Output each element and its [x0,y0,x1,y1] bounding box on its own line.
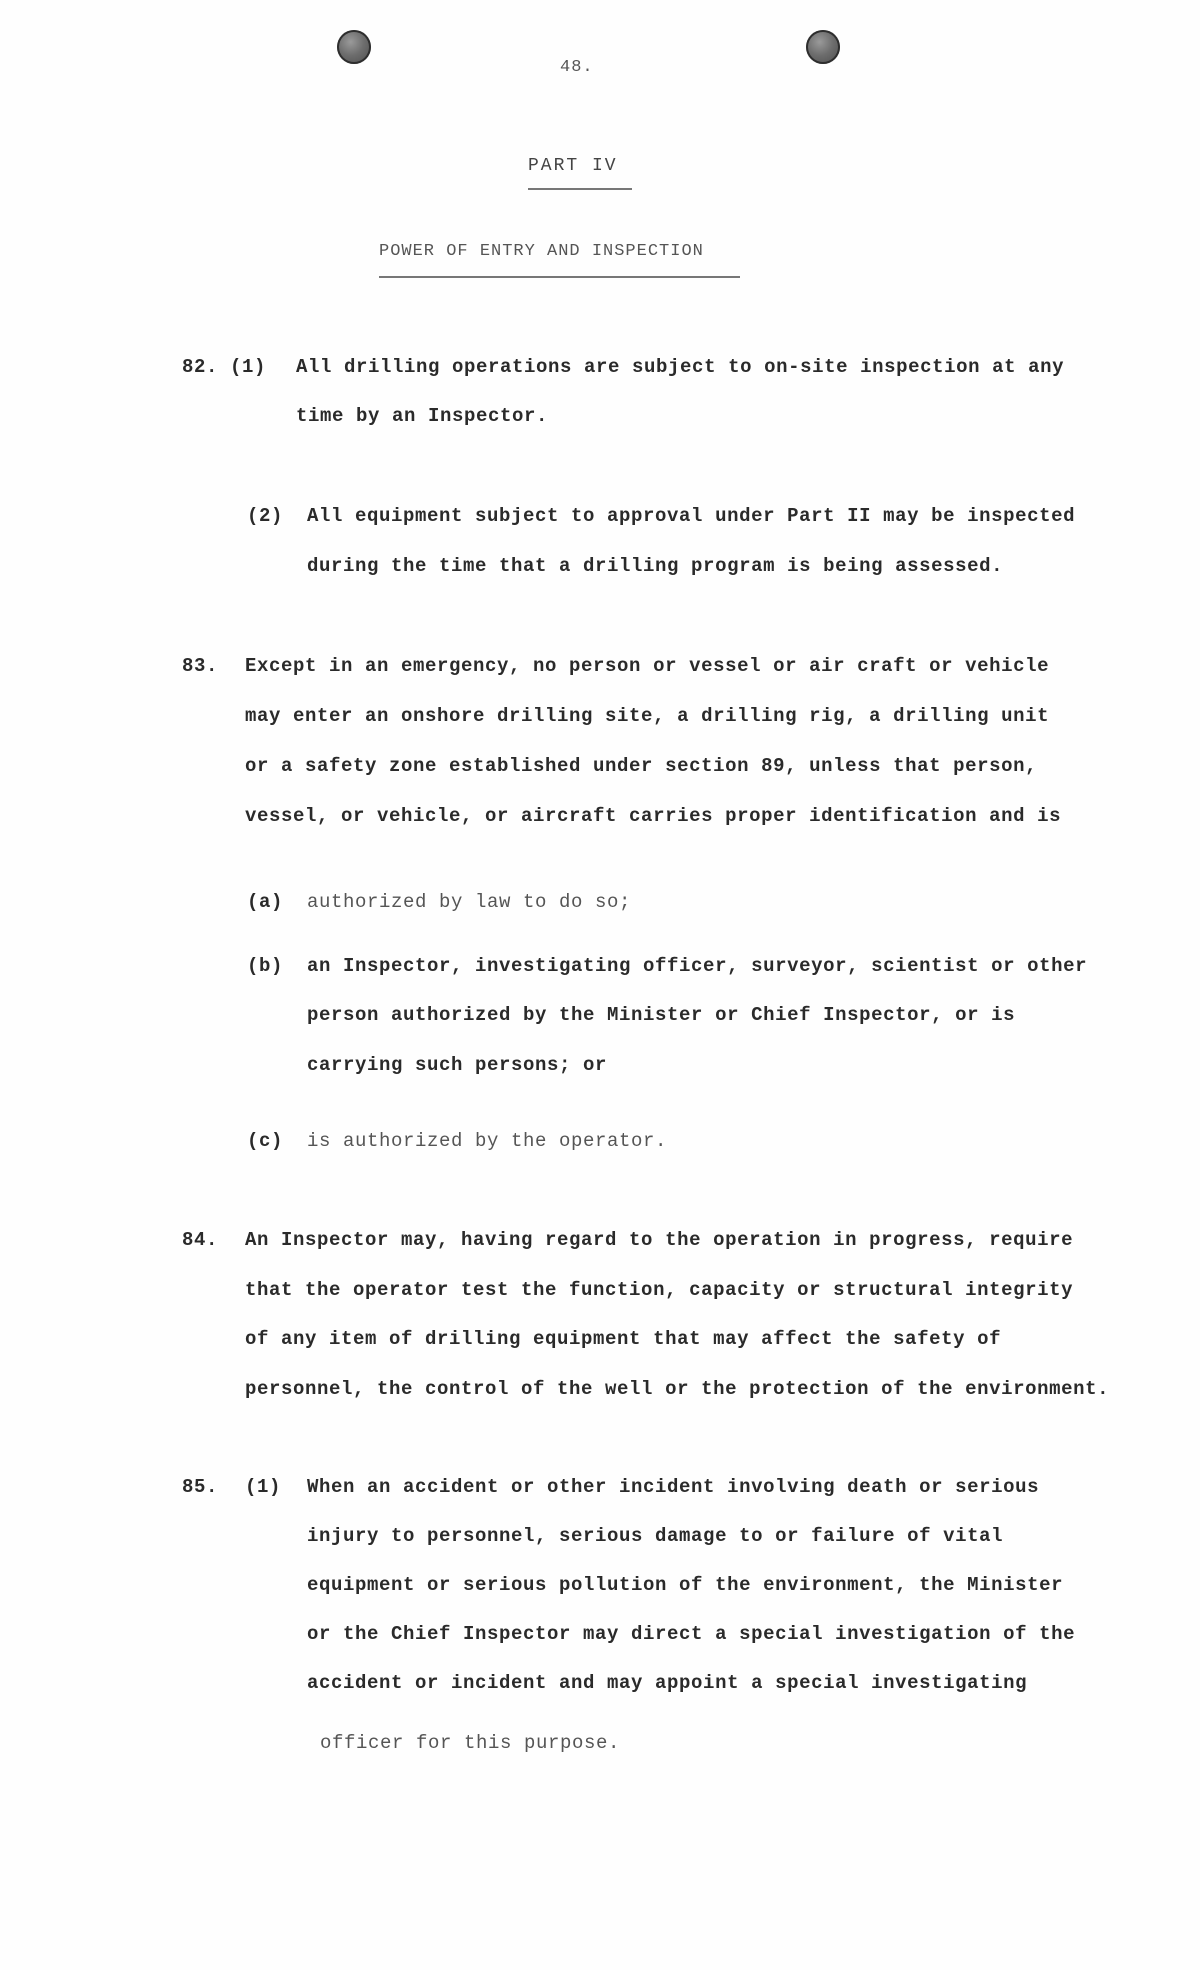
section-83-b-line-2: person authorized by the Minister or Chief Inspector, or is [307,1004,1016,1026]
section-85-line-6: officer for this purpose. [320,1732,621,1754]
section-85-line-5: accident or incident and may appoint a special investigating [307,1672,1028,1694]
section-83-line-1: Except in an emergency, no person or vessel or air craft or vehicle [245,655,1050,677]
section-84-line-1: An Inspector may, having regard to the operation in progress, require [245,1229,1074,1251]
section-82-1-line-2: time by an Inspector. [296,405,549,427]
section-82-1-line-1: All drilling operations are subject to on-site inspection at any [296,356,1065,378]
section-85-line-3: equipment or serious pollution of the environment, the Minister [307,1574,1064,1596]
part-title: PART IV [528,156,618,176]
section-85-line-1: When an accident or other incident involving death or serious [307,1476,1040,1498]
section-82-2-line-2: during the time that a drilling program is being assessed. [307,555,1004,577]
section-84-line-4: personnel, the control of the well or the protection of the environment. [245,1378,1110,1400]
section-83-a-text: authorized by law to do so; [307,891,632,913]
section-83-c-text: is authorized by the operator. [307,1130,668,1152]
section-83-line-3: or a safety zone established under section 89, unless that person, [245,755,1038,777]
section-83-b-number: (b) [247,955,284,977]
section-82-2-number: (2) [247,505,284,527]
section-85-line-2: injury to personnel, serious damage to or failure of vital [307,1525,1004,1547]
section-85-number: 85. [182,1476,219,1498]
section-83-line-2: may enter an onshore drilling site, a drilling rig, a drilling unit [245,705,1050,727]
section-83-number: 83. [182,655,219,677]
punch-hole-left [337,30,371,64]
page-number: 48. [560,58,594,77]
section-82-2-line-1: All equipment subject to approval under Part II may be inspected [307,505,1076,527]
section-85-line-4: or the Chief Inspector may direct a special investigation of the [307,1623,1076,1645]
section-84-line-3: of any item of drilling equipment that may affect the safety of [245,1328,1002,1350]
part-heading: POWER OF ENTRY AND INSPECTION [379,242,704,261]
section-83-a-number: (a) [247,891,284,913]
section-83-line-4: vessel, or vehicle, or aircraft carries proper identification and is [245,805,1062,827]
section-83-b-line-3: carrying such persons; or [307,1054,608,1076]
section-83-c-number: (c) [247,1130,284,1152]
section-84-number: 84. [182,1229,219,1251]
section-85-1-number: (1) [245,1476,282,1498]
part-heading-underline [379,276,740,278]
section-82-number: 82. (1) [182,356,267,378]
section-83-b-line-1: an Inspector, investigating officer, surveyor, scientist or other [307,955,1088,977]
part-title-underline [528,188,632,190]
section-84-line-2: that the operator test the function, capacity or structural integrity [245,1279,1074,1301]
punch-hole-right [806,30,840,64]
